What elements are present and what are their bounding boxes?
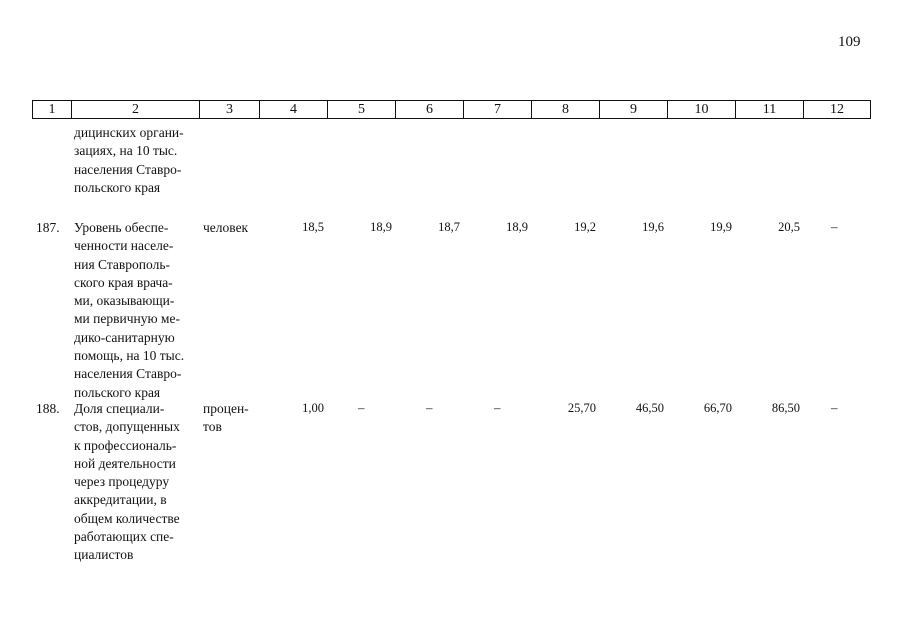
row-unit [203,219,265,237]
text-line: циалистов [74,547,134,563]
row-number: 188. [36,401,60,416]
row-description [74,400,200,565]
value-col-6: 18,7 [438,220,460,234]
header-col-10: 10 [667,100,735,119]
header-col-5: 5 [327,100,395,119]
text-line: ченности населе- [74,238,174,254]
value-col-8: 25,70 [567,401,596,415]
page-number: 109 [838,34,861,50]
text-line: Уровень обеспе- [74,220,169,235]
continuation-text [74,124,200,197]
text-line: ского края врача- [74,274,173,290]
header-col-6: 6 [395,100,463,119]
header-col-4: 4 [259,100,327,119]
value-col-6: – [426,400,433,415]
value-col-5: 18,9 [370,220,392,234]
header-col-3: 3 [199,100,259,119]
header-col-9: 9 [599,100,667,119]
text-line: дико-санитарную [74,329,175,345]
text-line: аккредитации, в [74,492,167,508]
value-col-9: 46,50 [635,401,664,415]
text-line: ми первичную ме- [74,311,180,327]
row-number: 187. [36,220,60,235]
value-col-10: 66,70 [703,401,732,415]
text-line: помощь, на 10 тыс. [74,348,185,364]
value-col-5: – [358,400,365,415]
text-line: польского края [74,179,161,195]
row-description [74,219,200,402]
text-line: населения Ставро- [74,366,182,382]
value-col-12: – [831,400,838,415]
value-col-7: – [494,400,501,415]
value-col-8: 19,2 [574,220,596,234]
text-line: ной деятельности [74,455,176,471]
value-col-12: – [831,219,838,234]
text-line: зациях, на 10 тыс. [74,143,178,159]
text-line: Доля специали- [74,401,165,416]
header-col-7: 7 [463,100,531,119]
value-col-7: 18,9 [506,220,528,234]
text-line: ми, оказывающи- [74,293,175,309]
value-col-11: 20,5 [778,220,800,234]
value-col-10: 19,9 [710,220,732,234]
text-line: процен- [203,401,249,416]
value-col-4: 18,5 [302,220,324,234]
header-col-12: 12 [803,100,871,119]
text-line: работающих спе- [74,529,174,545]
value-col-4: 1,00 [302,401,324,415]
text-line: ния Ставрополь- [74,256,170,272]
value-col-9: 19,6 [642,220,664,234]
header-col-11: 11 [735,100,803,119]
header-col-2: 2 [71,100,199,119]
text-line: через процедуру [74,474,170,490]
text-line: дицинских органи- [74,125,184,140]
text-line: общем количестве [74,510,180,526]
header-col-8: 8 [531,100,599,119]
value-col-11: 86,50 [771,401,800,415]
text-line: к профессиональ- [74,437,177,453]
text-line: тов [203,419,222,435]
text-line: человек [203,220,249,235]
header-col-1: 1 [32,100,71,119]
text-line: стов, допущенных [74,419,180,435]
row-unit [203,400,265,437]
text-line: польского края [74,384,161,400]
text-line: населения Ставро- [74,161,182,177]
